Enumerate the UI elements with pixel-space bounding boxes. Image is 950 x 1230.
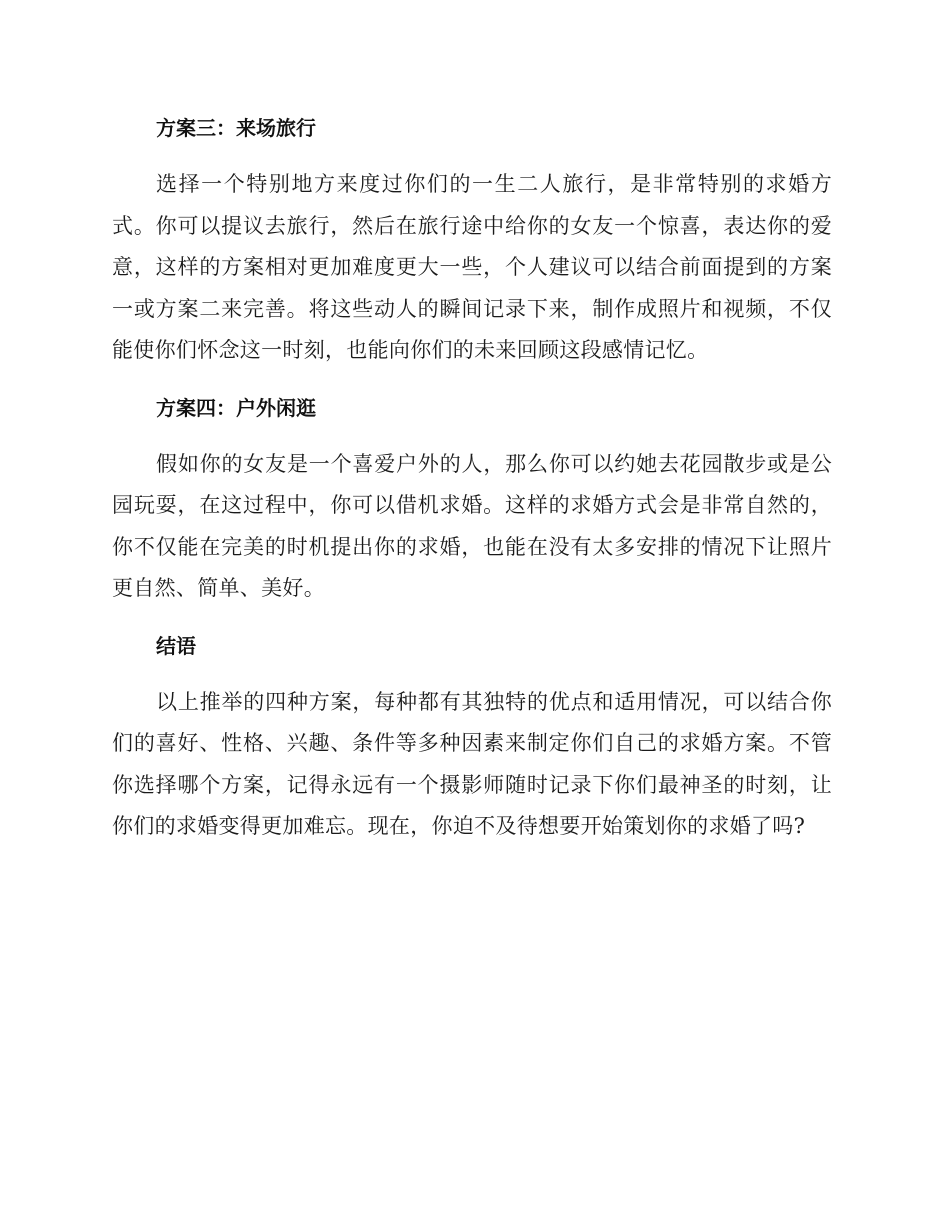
section-plan-three [112,108,832,372]
section-plan-four [112,388,832,610]
section-conclusion [112,626,832,848]
section-paragraph: 选择一个特别地方来度过你们的一生二人旅行，是非常特别的求婚方式。你可以提议去旅行，然后在旅行途中给你的女友一个惊喜，表达你的爱意，这样的方案相对更加难度更大一些，个人建议可以结合前面提到的方案一或方案二来完善。将这些动人的瞬间记录下来，制作成照片和视频，不仅能使你们怀念这一时刻，也能向你们的未来回顾这段感情记忆。 [112,172,832,362]
document-page [112,108,832,864]
section-heading: 方案四：户外闲逛 [156,395,316,420]
section-heading: 方案三：来场旅行 [156,116,316,140]
section-paragraph: 假如你的女友是一个喜爱户外的人，那么你可以约她去花园散步或是公园玩耍，在这过程中，你可以借机求婚。这样的求婚方式会是非常自然的，你不仅能在完美的时机提出你的求婚，也能在没有太多安排的情况下让照片更自然、简单、美好。 [112,451,832,600]
section-paragraph: 以上推举的四种方案，每种都有其独特的优点和适用情况，可以结合你们的喜好、性格、兴趣、条件等多种因素来制定你们自己的求婚方案。不管你选择哪个方案，记得永远有一个摄影师随时记录下你们最神圣的时刻，让你们的求婚变得更加难忘。现在，你迫不及待想要开始策划你的求婚了吗? [112,689,832,838]
section-heading: 结语 [156,633,196,658]
